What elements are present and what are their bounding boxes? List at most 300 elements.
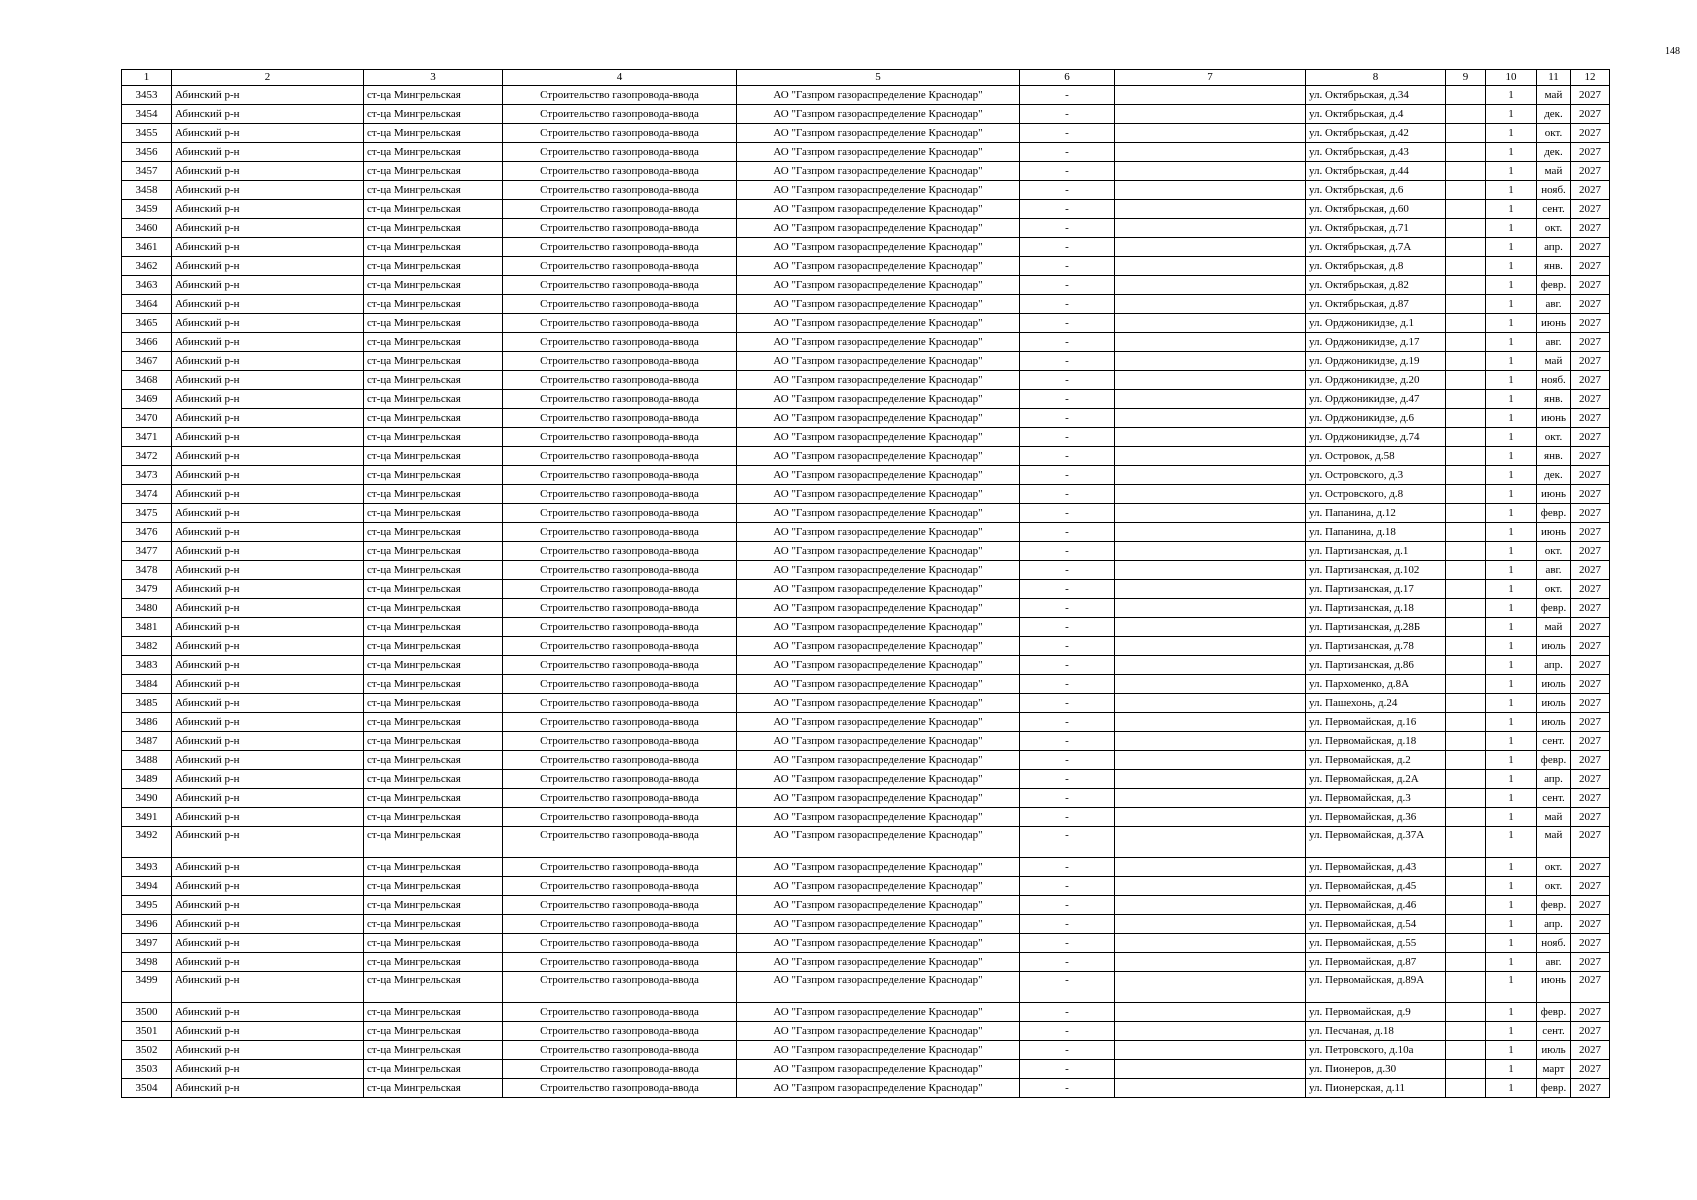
col9-cell [1446, 789, 1486, 808]
address-cell: ул. Островок, д.58 [1306, 447, 1446, 466]
quantity-cell: 1 [1486, 751, 1537, 770]
col7-cell [1115, 675, 1306, 694]
col7-cell [1115, 504, 1306, 523]
col9-cell [1446, 124, 1486, 143]
settlement-cell: ст-ца Мингрельская [364, 1022, 503, 1041]
quantity-cell: 1 [1486, 1022, 1537, 1041]
organization-cell: АО "Газпром газораспределение Краснодар" [737, 466, 1020, 485]
settlement-cell: ст-ца Мингрельская [364, 181, 503, 200]
month-cell: июль [1537, 637, 1571, 656]
row-number-cell: 3496 [122, 915, 172, 934]
work-type-cell: Строительство газопровода-ввода [503, 447, 737, 466]
row-number-cell: 3500 [122, 1003, 172, 1022]
row-number-cell: 3459 [122, 200, 172, 219]
row-number-cell: 3494 [122, 877, 172, 896]
col6-cell: - [1020, 143, 1115, 162]
month-cell: авг. [1537, 295, 1571, 314]
column-header-8: 8 [1306, 70, 1446, 86]
col7-cell [1115, 561, 1306, 580]
quantity-cell: 1 [1486, 770, 1537, 789]
row-number-cell: 3458 [122, 181, 172, 200]
quantity-cell: 1 [1486, 371, 1537, 390]
district-cell: Абинский р-н [172, 371, 364, 390]
table-row [122, 915, 1610, 934]
month-cell: янв. [1537, 447, 1571, 466]
month-cell: нояб. [1537, 371, 1571, 390]
district-cell: Абинский р-н [172, 972, 364, 1003]
col9-cell [1446, 390, 1486, 409]
row-number-cell: 3457 [122, 162, 172, 181]
column-header-9: 9 [1446, 70, 1486, 86]
quantity-cell: 1 [1486, 561, 1537, 580]
district-cell: Абинский р-н [172, 295, 364, 314]
year-cell: 2027 [1571, 504, 1610, 523]
address-cell: ул. Первомайская, д.87 [1306, 953, 1446, 972]
quantity-cell: 1 [1486, 896, 1537, 915]
col7-cell [1115, 276, 1306, 295]
month-cell: окт. [1537, 542, 1571, 561]
col7-cell [1115, 1041, 1306, 1060]
work-type-cell: Строительство газопровода-ввода [503, 352, 737, 371]
address-cell: ул. Петровского, д.10а [1306, 1041, 1446, 1060]
quantity-cell: 1 [1486, 162, 1537, 181]
month-cell: февр. [1537, 751, 1571, 770]
settlement-cell: ст-ца Мингрельская [364, 523, 503, 542]
month-cell: май [1537, 808, 1571, 827]
col9-cell [1446, 656, 1486, 675]
col7-cell [1115, 485, 1306, 504]
organization-cell: АО "Газпром газораспределение Краснодар" [737, 599, 1020, 618]
table-row [122, 694, 1610, 713]
settlement-cell: ст-ца Мингрельская [364, 751, 503, 770]
table-row [122, 143, 1610, 162]
quantity-cell: 1 [1486, 181, 1537, 200]
work-type-cell: Строительство газопровода-ввода [503, 751, 737, 770]
work-type-cell: Строительство газопровода-ввода [503, 827, 737, 858]
district-cell: Абинский р-н [172, 390, 364, 409]
col6-cell: - [1020, 200, 1115, 219]
year-cell: 2027 [1571, 972, 1610, 1003]
settlement-cell: ст-ца Мингрельская [364, 858, 503, 877]
quantity-cell: 1 [1486, 953, 1537, 972]
address-cell: ул. Октябрьская, д.8 [1306, 257, 1446, 276]
year-cell: 2027 [1571, 428, 1610, 447]
col6-cell: - [1020, 858, 1115, 877]
col7-cell [1115, 934, 1306, 953]
work-type-cell: Строительство газопровода-ввода [503, 162, 737, 181]
col9-cell [1446, 523, 1486, 542]
col9-cell [1446, 732, 1486, 751]
work-type-cell: Строительство газопровода-ввода [503, 953, 737, 972]
organization-cell: АО "Газпром газораспределение Краснодар" [737, 751, 1020, 770]
col7-cell [1115, 953, 1306, 972]
col9-cell [1446, 1003, 1486, 1022]
row-number-cell: 3462 [122, 257, 172, 276]
work-type-cell: Строительство газопровода-ввода [503, 276, 737, 295]
table-row [122, 333, 1610, 352]
settlement-cell: ст-ца Мингрельская [364, 896, 503, 915]
organization-cell: АО "Газпром газораспределение Краснодар" [737, 694, 1020, 713]
address-cell: ул. Первомайская, д.89А [1306, 972, 1446, 1003]
address-cell: ул. Папанина, д.12 [1306, 504, 1446, 523]
col7-cell [1115, 789, 1306, 808]
row-number-cell: 3497 [122, 934, 172, 953]
year-cell: 2027 [1571, 390, 1610, 409]
district-cell: Абинский р-н [172, 200, 364, 219]
table-row [122, 827, 1610, 858]
row-number-cell: 3455 [122, 124, 172, 143]
col9-cell [1446, 972, 1486, 1003]
row-number-cell: 3495 [122, 896, 172, 915]
quantity-cell: 1 [1486, 934, 1537, 953]
organization-cell: АО "Газпром газораспределение Краснодар" [737, 219, 1020, 238]
year-cell: 2027 [1571, 896, 1610, 915]
work-type-cell: Строительство газопровода-ввода [503, 105, 737, 124]
organization-cell: АО "Газпром газораспределение Краснодар" [737, 877, 1020, 896]
col6-cell: - [1020, 371, 1115, 390]
col6-cell: - [1020, 257, 1115, 276]
col9-cell [1446, 561, 1486, 580]
quantity-cell: 1 [1486, 314, 1537, 333]
district-cell: Абинский р-н [172, 637, 364, 656]
settlement-cell: ст-ца Мингрельская [364, 542, 503, 561]
settlement-cell: ст-ца Мингрельская [364, 694, 503, 713]
col9-cell [1446, 143, 1486, 162]
quantity-cell: 1 [1486, 694, 1537, 713]
table-row [122, 352, 1610, 371]
col7-cell [1115, 124, 1306, 143]
work-type-cell: Строительство газопровода-ввода [503, 371, 737, 390]
col6-cell: - [1020, 447, 1115, 466]
year-cell: 2027 [1571, 877, 1610, 896]
col7-cell [1115, 219, 1306, 238]
year-cell: 2027 [1571, 656, 1610, 675]
address-cell: ул. Пионерская, д.11 [1306, 1079, 1446, 1098]
col9-cell [1446, 105, 1486, 124]
district-cell: Абинский р-н [172, 485, 364, 504]
col9-cell [1446, 618, 1486, 637]
address-cell: ул. Песчаная, д.18 [1306, 1022, 1446, 1041]
year-cell: 2027 [1571, 466, 1610, 485]
table-row [122, 466, 1610, 485]
address-cell: ул. Орджоникидзе, д.6 [1306, 409, 1446, 428]
district-cell: Абинский р-н [172, 504, 364, 523]
col9-cell [1446, 934, 1486, 953]
settlement-cell: ст-ца Мингрельская [364, 561, 503, 580]
work-type-cell: Строительство газопровода-ввода [503, 580, 737, 599]
page-number: 148 [1665, 46, 1680, 57]
month-cell: июнь [1537, 523, 1571, 542]
col9-cell [1446, 770, 1486, 789]
work-type-cell: Строительство газопровода-ввода [503, 656, 737, 675]
address-cell: ул. Островского, д.8 [1306, 485, 1446, 504]
col9-cell [1446, 1041, 1486, 1060]
table-row [122, 877, 1610, 896]
district-cell: Абинский р-н [172, 276, 364, 295]
col9-cell [1446, 713, 1486, 732]
work-type-cell: Строительство газопровода-ввода [503, 896, 737, 915]
work-type-cell: Строительство газопровода-ввода [503, 504, 737, 523]
col6-cell: - [1020, 694, 1115, 713]
organization-cell: АО "Газпром газораспределение Краснодар" [737, 238, 1020, 257]
district-cell: Абинский р-н [172, 618, 364, 637]
address-cell: ул. Партизанская, д.102 [1306, 561, 1446, 580]
month-cell: окт. [1537, 877, 1571, 896]
district-cell: Абинский р-н [172, 877, 364, 896]
month-cell: июнь [1537, 314, 1571, 333]
col6-cell: - [1020, 896, 1115, 915]
organization-cell: АО "Газпром газораспределение Краснодар" [737, 314, 1020, 333]
table-row [122, 1079, 1610, 1098]
col6-cell: - [1020, 751, 1115, 770]
row-number-cell: 3482 [122, 637, 172, 656]
col9-cell [1446, 1060, 1486, 1079]
year-cell: 2027 [1571, 732, 1610, 751]
settlement-cell: ст-ца Мингрельская [364, 877, 503, 896]
work-type-cell: Строительство газопровода-ввода [503, 333, 737, 352]
row-number-cell: 3481 [122, 618, 172, 637]
col6-cell: - [1020, 105, 1115, 124]
row-number-cell: 3453 [122, 86, 172, 105]
address-cell: ул. Орджоникидзе, д.19 [1306, 352, 1446, 371]
district-cell: Абинский р-н [172, 238, 364, 257]
table-row [122, 428, 1610, 447]
year-cell: 2027 [1571, 1003, 1610, 1022]
district-cell: Абинский р-н [172, 466, 364, 485]
col6-cell: - [1020, 618, 1115, 637]
table-row [122, 561, 1610, 580]
col9-cell [1446, 314, 1486, 333]
month-cell: апр. [1537, 238, 1571, 257]
address-cell: ул. Октябрьская, д.82 [1306, 276, 1446, 295]
district-cell: Абинский р-н [172, 751, 364, 770]
quantity-cell: 1 [1486, 295, 1537, 314]
organization-cell: АО "Газпром газораспределение Краснодар" [737, 618, 1020, 637]
organization-cell: АО "Газпром газораспределение Краснодар" [737, 409, 1020, 428]
table-row [122, 276, 1610, 295]
settlement-cell: ст-ца Мингрельская [364, 314, 503, 333]
address-cell: ул. Первомайская, д.43 [1306, 858, 1446, 877]
col7-cell [1115, 409, 1306, 428]
work-type-cell: Строительство газопровода-ввода [503, 238, 737, 257]
month-cell: февр. [1537, 896, 1571, 915]
organization-cell: АО "Газпром газораспределение Краснодар" [737, 896, 1020, 915]
col7-cell [1115, 1003, 1306, 1022]
row-number-cell: 3486 [122, 713, 172, 732]
district-cell: Абинский р-н [172, 409, 364, 428]
district-cell: Абинский р-н [172, 789, 364, 808]
col9-cell [1446, 409, 1486, 428]
col7-cell [1115, 732, 1306, 751]
year-cell: 2027 [1571, 86, 1610, 105]
col6-cell: - [1020, 390, 1115, 409]
col7-cell [1115, 896, 1306, 915]
organization-cell: АО "Газпром газораспределение Краснодар" [737, 447, 1020, 466]
work-type-cell: Строительство газопровода-ввода [503, 1003, 737, 1022]
col9-cell [1446, 1022, 1486, 1041]
col6-cell: - [1020, 580, 1115, 599]
address-cell: ул. Первомайская, д.37А [1306, 827, 1446, 858]
year-cell: 2027 [1571, 219, 1610, 238]
organization-cell: АО "Газпром газораспределение Краснодар" [737, 333, 1020, 352]
year-cell: 2027 [1571, 181, 1610, 200]
organization-cell: АО "Газпром газораспределение Краснодар" [737, 915, 1020, 934]
organization-cell: АО "Газпром газораспределение Краснодар" [737, 1022, 1020, 1041]
month-cell: сент. [1537, 732, 1571, 751]
district-cell: Абинский р-н [172, 352, 364, 371]
work-type-cell: Строительство газопровода-ввода [503, 808, 737, 827]
organization-cell: АО "Газпром газораспределение Краснодар" [737, 371, 1020, 390]
table-row [122, 1003, 1610, 1022]
table-row [122, 1060, 1610, 1079]
col7-cell [1115, 618, 1306, 637]
month-cell: янв. [1537, 257, 1571, 276]
col7-cell [1115, 162, 1306, 181]
organization-cell: АО "Газпром газораспределение Краснодар" [737, 808, 1020, 827]
settlement-cell: ст-ца Мингрельская [364, 466, 503, 485]
year-cell: 2027 [1571, 953, 1610, 972]
table-row [122, 953, 1610, 972]
row-number-cell: 3463 [122, 276, 172, 295]
quantity-cell: 1 [1486, 143, 1537, 162]
table-row [122, 162, 1610, 181]
row-number-cell: 3503 [122, 1060, 172, 1079]
col6-cell: - [1020, 789, 1115, 808]
col7-cell [1115, 295, 1306, 314]
col7-cell [1115, 713, 1306, 732]
col9-cell [1446, 953, 1486, 972]
year-cell: 2027 [1571, 858, 1610, 877]
settlement-cell: ст-ца Мингрельская [364, 504, 503, 523]
address-cell: ул. Пашехонь, д.24 [1306, 694, 1446, 713]
row-number-cell: 3464 [122, 295, 172, 314]
month-cell: нояб. [1537, 934, 1571, 953]
month-cell: окт. [1537, 124, 1571, 143]
col9-cell [1446, 352, 1486, 371]
address-cell: ул. Первомайская, д.46 [1306, 896, 1446, 915]
quantity-cell: 1 [1486, 915, 1537, 934]
col7-cell [1115, 390, 1306, 409]
work-type-cell: Строительство газопровода-ввода [503, 124, 737, 143]
quantity-cell: 1 [1486, 105, 1537, 124]
month-cell: февр. [1537, 276, 1571, 295]
row-number-cell: 3468 [122, 371, 172, 390]
col7-cell [1115, 915, 1306, 934]
settlement-cell: ст-ца Мингрельская [364, 1079, 503, 1098]
district-cell: Абинский р-н [172, 808, 364, 827]
work-type-cell: Строительство газопровода-ввода [503, 694, 737, 713]
address-cell: ул. Партизанская, д.17 [1306, 580, 1446, 599]
col6-cell: - [1020, 542, 1115, 561]
row-number-cell: 3454 [122, 105, 172, 124]
district-cell: Абинский р-н [172, 675, 364, 694]
work-type-cell: Строительство газопровода-ввода [503, 1022, 737, 1041]
quantity-cell: 1 [1486, 1079, 1537, 1098]
work-type-cell: Строительство газопровода-ввода [503, 181, 737, 200]
work-type-cell: Строительство газопровода-ввода [503, 858, 737, 877]
col6-cell: - [1020, 428, 1115, 447]
quantity-cell: 1 [1486, 1041, 1537, 1060]
district-cell: Абинский р-н [172, 428, 364, 447]
address-cell: ул. Октябрьская, д.43 [1306, 143, 1446, 162]
col9-cell [1446, 1079, 1486, 1098]
table-row [122, 732, 1610, 751]
col6-cell: - [1020, 1003, 1115, 1022]
settlement-cell: ст-ца Мингрельская [364, 675, 503, 694]
month-cell: окт. [1537, 858, 1571, 877]
address-cell: ул. Первомайская, д.18 [1306, 732, 1446, 751]
col7-cell [1115, 257, 1306, 276]
table-row [122, 808, 1610, 827]
quantity-cell: 1 [1486, 485, 1537, 504]
address-cell: ул. Орджоникидзе, д.17 [1306, 333, 1446, 352]
month-cell: май [1537, 162, 1571, 181]
table-row [122, 599, 1610, 618]
col6-cell: - [1020, 1060, 1115, 1079]
row-number-cell: 3456 [122, 143, 172, 162]
settlement-cell: ст-ца Мингрельская [364, 333, 503, 352]
organization-cell: АО "Газпром газораспределение Краснодар" [737, 580, 1020, 599]
work-type-cell: Строительство газопровода-ввода [503, 428, 737, 447]
table-row [122, 257, 1610, 276]
column-header-5: 5 [737, 70, 1020, 86]
year-cell: 2027 [1571, 124, 1610, 143]
col9-cell [1446, 86, 1486, 105]
district-cell: Абинский р-н [172, 219, 364, 238]
month-cell: июль [1537, 694, 1571, 713]
col9-cell [1446, 637, 1486, 656]
quantity-cell: 1 [1486, 219, 1537, 238]
settlement-cell: ст-ца Мингрельская [364, 428, 503, 447]
settlement-cell: ст-ца Мингрельская [364, 276, 503, 295]
table-row [122, 504, 1610, 523]
settlement-cell: ст-ца Мингрельская [364, 915, 503, 934]
address-cell: ул. Островского, д.3 [1306, 466, 1446, 485]
col7-cell [1115, 770, 1306, 789]
col6-cell: - [1020, 732, 1115, 751]
col6-cell: - [1020, 181, 1115, 200]
col6-cell: - [1020, 1041, 1115, 1060]
table-row [122, 675, 1610, 694]
work-type-cell: Строительство газопровода-ввода [503, 599, 737, 618]
year-cell: 2027 [1571, 485, 1610, 504]
month-cell: авг. [1537, 953, 1571, 972]
header-row [122, 70, 1610, 86]
work-type-cell: Строительство газопровода-ввода [503, 1079, 737, 1098]
table-row [122, 580, 1610, 599]
col7-cell [1115, 580, 1306, 599]
col7-cell [1115, 877, 1306, 896]
address-cell: ул. Первомайская, д.36 [1306, 808, 1446, 827]
settlement-cell: ст-ца Мингрельская [364, 637, 503, 656]
district-cell: Абинский р-н [172, 713, 364, 732]
year-cell: 2027 [1571, 675, 1610, 694]
col9-cell [1446, 200, 1486, 219]
address-cell: ул. Первомайская, д.2А [1306, 770, 1446, 789]
settlement-cell: ст-ца Мингрельская [364, 238, 503, 257]
table-row [122, 447, 1610, 466]
year-cell: 2027 [1571, 200, 1610, 219]
settlement-cell: ст-ца Мингрельская [364, 934, 503, 953]
organization-cell: АО "Газпром газораспределение Краснодар" [737, 1079, 1020, 1098]
year-cell: 2027 [1571, 561, 1610, 580]
district-cell: Абинский р-н [172, 105, 364, 124]
month-cell: февр. [1537, 1003, 1571, 1022]
address-cell: ул. Партизанская, д.28Б [1306, 618, 1446, 637]
col9-cell [1446, 447, 1486, 466]
month-cell: сент. [1537, 1022, 1571, 1041]
month-cell: июль [1537, 1041, 1571, 1060]
